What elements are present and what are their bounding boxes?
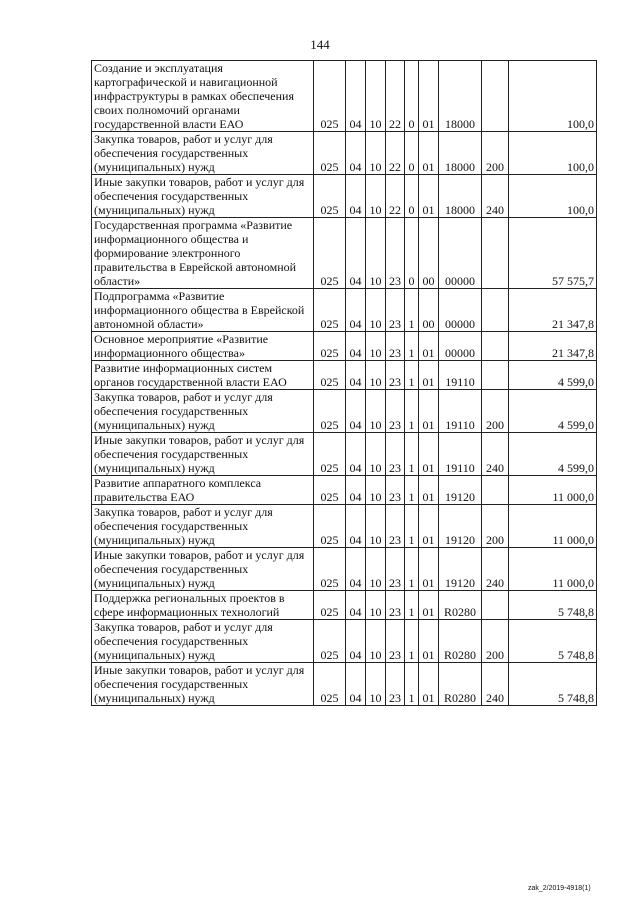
direction-code-cell: 18000 (439, 132, 482, 175)
ministry-code-cell: 025 (314, 361, 346, 390)
activity-code-cell: 01 (419, 591, 439, 620)
ministry-code-cell: 025 (314, 505, 346, 548)
program-code-cell: 23 (386, 476, 405, 505)
activity-code-cell: 01 (419, 132, 439, 175)
ministry-code-cell: 025 (314, 132, 346, 175)
activity-code-cell: 00 (419, 289, 439, 332)
table-row (92, 433, 597, 476)
table-row (92, 175, 597, 218)
direction-code-cell: 00000 (439, 218, 482, 289)
row-name-cell: Иные закупки товаров, работ и услуг для обеспечения государственных (муниципальных) нужд (92, 433, 314, 476)
subprogram-code-cell: 0 (405, 218, 419, 289)
program-code-cell: 23 (386, 390, 405, 433)
row-name-cell: Закупка товаров, работ и услуг для обеспечения государственных (муниципальных) нужд (92, 390, 314, 433)
amount-cell: 11 000,0 (509, 505, 597, 548)
subsection-code-cell: 10 (366, 218, 386, 289)
expense-type-code-cell: 200 (482, 132, 509, 175)
subsection-code-cell: 10 (366, 175, 386, 218)
activity-code-cell: 01 (419, 548, 439, 591)
ministry-code-cell: 025 (314, 620, 346, 663)
activity-code-cell: 01 (419, 620, 439, 663)
section-code-cell: 04 (346, 548, 366, 591)
subprogram-code-cell: 1 (405, 361, 419, 390)
subsection-code-cell: 10 (366, 132, 386, 175)
expense-type-code-cell: 200 (482, 390, 509, 433)
expense-type-code-cell: 240 (482, 175, 509, 218)
subsection-code-cell: 10 (366, 61, 386, 132)
section-code-cell: 04 (346, 433, 366, 476)
ministry-code-cell: 025 (314, 433, 346, 476)
table-row (92, 620, 597, 663)
table-row (92, 548, 597, 591)
row-name-cell: Развитие информационных систем органов государственной власти ЕАО (92, 361, 314, 390)
subsection-code-cell: 10 (366, 390, 386, 433)
direction-code-cell: 19110 (439, 390, 482, 433)
direction-code-cell: 19120 (439, 505, 482, 548)
amount-cell: 100,0 (509, 61, 597, 132)
activity-code-cell: 01 (419, 390, 439, 433)
activity-code-cell: 01 (419, 175, 439, 218)
footer-code: zak_2/2019-4918(1) (528, 885, 591, 892)
activity-code-cell: 00 (419, 218, 439, 289)
row-name-cell: Основное мероприятие «Развитие информационного общества» (92, 332, 314, 361)
expense-type-code-cell (482, 332, 509, 361)
subsection-code-cell: 10 (366, 433, 386, 476)
activity-code-cell: 01 (419, 433, 439, 476)
table-row (92, 591, 597, 620)
subsection-code-cell: 10 (366, 505, 386, 548)
amount-cell: 4 599,0 (509, 361, 597, 390)
expense-type-code-cell (482, 218, 509, 289)
subprogram-code-cell: 1 (405, 433, 419, 476)
subsection-code-cell: 10 (366, 289, 386, 332)
expense-type-code-cell: 240 (482, 548, 509, 591)
direction-code-cell: 19110 (439, 433, 482, 476)
table-body (92, 61, 597, 706)
ministry-code-cell: 025 (314, 548, 346, 591)
subprogram-code-cell: 1 (405, 591, 419, 620)
program-code-cell: 23 (386, 361, 405, 390)
ministry-code-cell: 025 (314, 591, 346, 620)
ministry-code-cell: 025 (314, 289, 346, 332)
subsection-code-cell: 10 (366, 332, 386, 361)
section-code-cell: 04 (346, 663, 366, 706)
subprogram-code-cell: 1 (405, 289, 419, 332)
row-name-cell: Подпрограмма «Развитие информационного общества в Еврейской автономной области» (92, 289, 314, 332)
subsection-code-cell: 10 (366, 476, 386, 505)
activity-code-cell: 01 (419, 663, 439, 706)
table-row (92, 390, 597, 433)
expense-type-code-cell (482, 476, 509, 505)
ministry-code-cell: 025 (314, 663, 346, 706)
row-name-cell: Развитие аппаратного комплекса правительства ЕАО (92, 476, 314, 505)
row-name-cell: Создание и эксплуатация картографической и навигационной инфраструктуры в рамках обеспечения своих полномочий органами государственной власти ЕАО (92, 61, 314, 132)
section-code-cell: 04 (346, 218, 366, 289)
subprogram-code-cell: 1 (405, 620, 419, 663)
subprogram-code-cell: 1 (405, 548, 419, 591)
table-row (92, 476, 597, 505)
expense-type-code-cell (482, 61, 509, 132)
subprogram-code-cell: 1 (405, 505, 419, 548)
amount-cell: 11 000,0 (509, 476, 597, 505)
section-code-cell: 04 (346, 476, 366, 505)
program-code-cell: 23 (386, 218, 405, 289)
row-name-cell: Иные закупки товаров, работ и услуг для обеспечения государственных (муниципальных) нужд (92, 175, 314, 218)
table-row (92, 61, 597, 132)
subprogram-code-cell: 1 (405, 663, 419, 706)
subprogram-code-cell: 1 (405, 390, 419, 433)
ministry-code-cell: 025 (314, 218, 346, 289)
section-code-cell: 04 (346, 390, 366, 433)
amount-cell: 5 748,8 (509, 620, 597, 663)
activity-code-cell: 01 (419, 361, 439, 390)
subsection-code-cell: 10 (366, 620, 386, 663)
amount-cell: 11 000,0 (509, 548, 597, 591)
amount-cell: 57 575,7 (509, 218, 597, 289)
table-row (92, 505, 597, 548)
activity-code-cell: 01 (419, 476, 439, 505)
row-name-cell: Государственная программа «Развитие информационного общества и формирование электронного правительства в Еврейской автономной области» (92, 218, 314, 289)
program-code-cell: 22 (386, 132, 405, 175)
subprogram-code-cell: 0 (405, 175, 419, 218)
program-code-cell: 23 (386, 548, 405, 591)
section-code-cell: 04 (346, 505, 366, 548)
page-number: 144 (310, 37, 330, 52)
subsection-code-cell: 10 (366, 663, 386, 706)
section-code-cell: 04 (346, 361, 366, 390)
amount-cell: 4 599,0 (509, 433, 597, 476)
direction-code-cell: 19110 (439, 361, 482, 390)
table-row (92, 663, 597, 706)
subprogram-code-cell: 1 (405, 476, 419, 505)
row-name-cell: Закупка товаров, работ и услуг для обеспечения государственных (муниципальных) нужд (92, 620, 314, 663)
table-row (92, 289, 597, 332)
expense-type-code-cell (482, 361, 509, 390)
ministry-code-cell: 025 (314, 332, 346, 361)
section-code-cell: 04 (346, 332, 366, 361)
program-code-cell: 22 (386, 175, 405, 218)
amount-cell: 5 748,8 (509, 663, 597, 706)
amount-cell: 5 748,8 (509, 591, 597, 620)
direction-code-cell: 19120 (439, 476, 482, 505)
amount-cell: 21 347,8 (509, 332, 597, 361)
ministry-code-cell: 025 (314, 175, 346, 218)
table-row (92, 361, 597, 390)
program-code-cell: 23 (386, 433, 405, 476)
direction-code-cell: 00000 (439, 332, 482, 361)
section-code-cell: 04 (346, 289, 366, 332)
ministry-code-cell: 025 (314, 390, 346, 433)
subsection-code-cell: 10 (366, 548, 386, 591)
program-code-cell: 23 (386, 591, 405, 620)
budget-table (91, 60, 597, 706)
table-row (92, 132, 597, 175)
row-name-cell: Иные закупки товаров, работ и услуг для обеспечения государственных (муниципальных) нужд (92, 663, 314, 706)
program-code-cell: 23 (386, 289, 405, 332)
direction-code-cell: R0280 (439, 663, 482, 706)
table-row (92, 332, 597, 361)
subprogram-code-cell: 0 (405, 132, 419, 175)
program-code-cell: 23 (386, 620, 405, 663)
direction-code-cell: R0280 (439, 620, 482, 663)
subprogram-code-cell: 1 (405, 332, 419, 361)
direction-code-cell: 18000 (439, 175, 482, 218)
program-code-cell: 23 (386, 332, 405, 361)
amount-cell: 21 347,8 (509, 289, 597, 332)
program-code-cell: 23 (386, 663, 405, 706)
subprogram-code-cell: 0 (405, 61, 419, 132)
direction-code-cell: R0280 (439, 591, 482, 620)
expense-type-code-cell (482, 591, 509, 620)
amount-cell: 4 599,0 (509, 390, 597, 433)
program-code-cell: 22 (386, 61, 405, 132)
section-code-cell: 04 (346, 175, 366, 218)
expense-type-code-cell: 240 (482, 663, 509, 706)
section-code-cell: 04 (346, 591, 366, 620)
table-row (92, 218, 597, 289)
amount-cell: 100,0 (509, 175, 597, 218)
program-code-cell: 23 (386, 505, 405, 548)
section-code-cell: 04 (346, 61, 366, 132)
ministry-code-cell: 025 (314, 61, 346, 132)
direction-code-cell: 18000 (439, 61, 482, 132)
subsection-code-cell: 10 (366, 361, 386, 390)
amount-cell: 100,0 (509, 132, 597, 175)
activity-code-cell: 01 (419, 332, 439, 361)
expense-type-code-cell: 200 (482, 620, 509, 663)
direction-code-cell: 00000 (439, 289, 482, 332)
section-code-cell: 04 (346, 620, 366, 663)
row-name-cell: Закупка товаров, работ и услуг для обеспечения государственных (муниципальных) нужд (92, 132, 314, 175)
row-name-cell: Поддержка региональных проектов в сфере информационных технологий (92, 591, 314, 620)
subsection-code-cell: 10 (366, 591, 386, 620)
row-name-cell: Иные закупки товаров, работ и услуг для обеспечения государственных (муниципальных) нужд (92, 548, 314, 591)
expense-type-code-cell: 240 (482, 433, 509, 476)
expense-type-code-cell: 200 (482, 505, 509, 548)
activity-code-cell: 01 (419, 61, 439, 132)
row-name-cell: Закупка товаров, работ и услуг для обеспечения государственных (муниципальных) нужд (92, 505, 314, 548)
expense-type-code-cell (482, 289, 509, 332)
direction-code-cell: 19120 (439, 548, 482, 591)
section-code-cell: 04 (346, 132, 366, 175)
activity-code-cell: 01 (419, 505, 439, 548)
ministry-code-cell: 025 (314, 476, 346, 505)
